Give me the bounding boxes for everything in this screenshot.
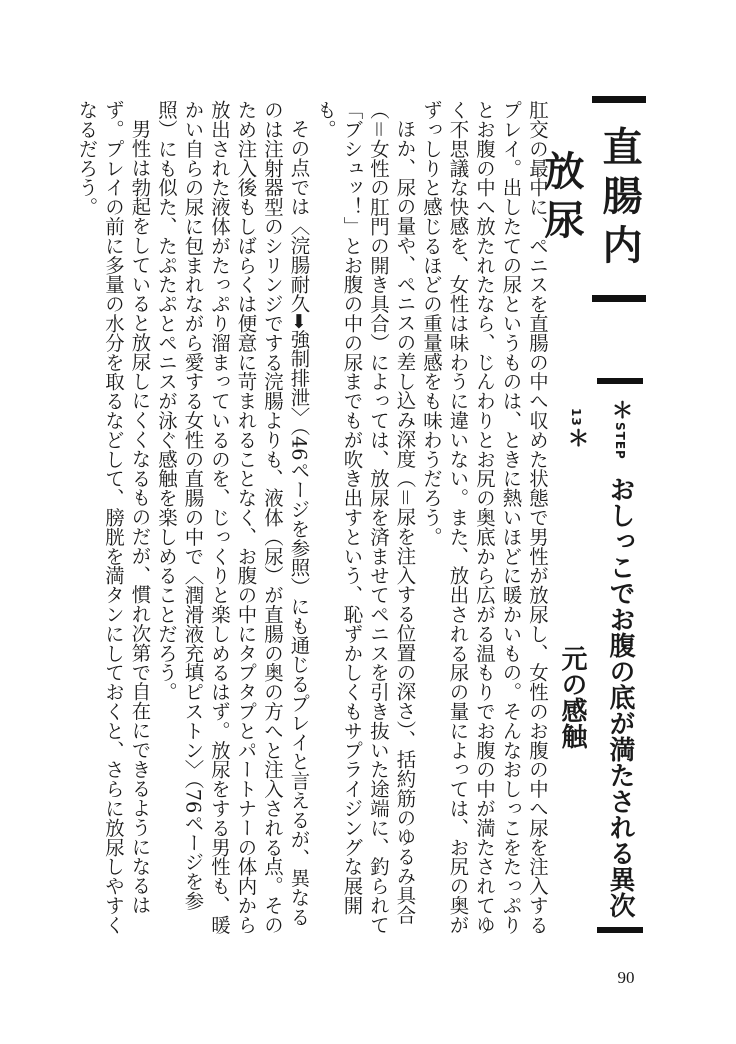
step-rule-top: [597, 378, 643, 384]
title-rule-top: [592, 96, 646, 103]
subtitle: おしっこでお腹の底が満たされる異次元の感触: [557, 476, 635, 918]
page-title: 直腸内放尿: [538, 125, 642, 273]
step-label: [564, 392, 642, 466]
body-text: [75, 100, 550, 938]
title-rule-bottom: [592, 295, 646, 302]
step-block: [557, 378, 644, 933]
star-icon: ＊: [608, 398, 633, 422]
paragraph-1: 肛交の最中に、ペニスを直腸の中へ収めた状態で男性が放尿し、女性のお腹の中へ尿を注入するプレイ。出したての尿というものは、ときに熱いほどに暖かいもの。そんなおしっこをたっぷりとお腹の中へ放たれたなら、じんわりとお尻の奥底から広がる温もりでお腹の中が満たされてゆく不思議な快感を、女性は味わうに違いない。また、放出される尿の量によっては、お尻の奥がずっしりと感じるほどの重量感をも味わうだろう。: [420, 100, 549, 935]
step-number: STEP 13: [569, 408, 627, 460]
page-number: 90: [617, 968, 635, 987]
paragraph-2: ほか、尿の量や、ペニスの差し込み深度（＝尿を注入する位置の深さ）、括約筋のゆるみ具合（＝女性の肛門の開き具合）によっては、放尿を済ませてペニスを引き抜いた途端に、釣られて「ブシュッ！」とお腹の中の尿までもが吹き出すという、恥ずかしくもサプライジングな展開も。: [314, 100, 417, 935]
step-rule-bottom: [597, 927, 643, 933]
star-icon: ＊: [564, 426, 589, 450]
title-block: [538, 96, 648, 302]
paragraph-4: 男性は勃起をしていると放尿しにくくなるものだが、慣れ次第で自在にできるようになるはず。プレイの前に多量の水分を取るなどして、膀胱を満タンにしておくと、さらに放尿しやすくなるだろう。: [75, 100, 152, 935]
paragraph-3: その点では〈浣腸耐久➡強制排泄〉（46ページを参照）にも通じるプレイと言えるが、異なるのは注射器型のシリンジでする浣腸よりも、液体（尿）が直腸の奥の方へと注入される点。そのため注入後もしばらくは便意に苛まれることなく、お腹の中にタプタプとパートナーの体内から放出された液体がたっぷり溜まっているのを、じっくりと楽しめるはず。放尿をする男性も、暖かい自らの尿に包まれながら愛する女性の直腸の中で〈潤滑液充填ピストン〉（76ページを参照）にも似た、たぷたぷとペニスが泳ぐ感触を楽しめることだろう。: [155, 100, 311, 935]
